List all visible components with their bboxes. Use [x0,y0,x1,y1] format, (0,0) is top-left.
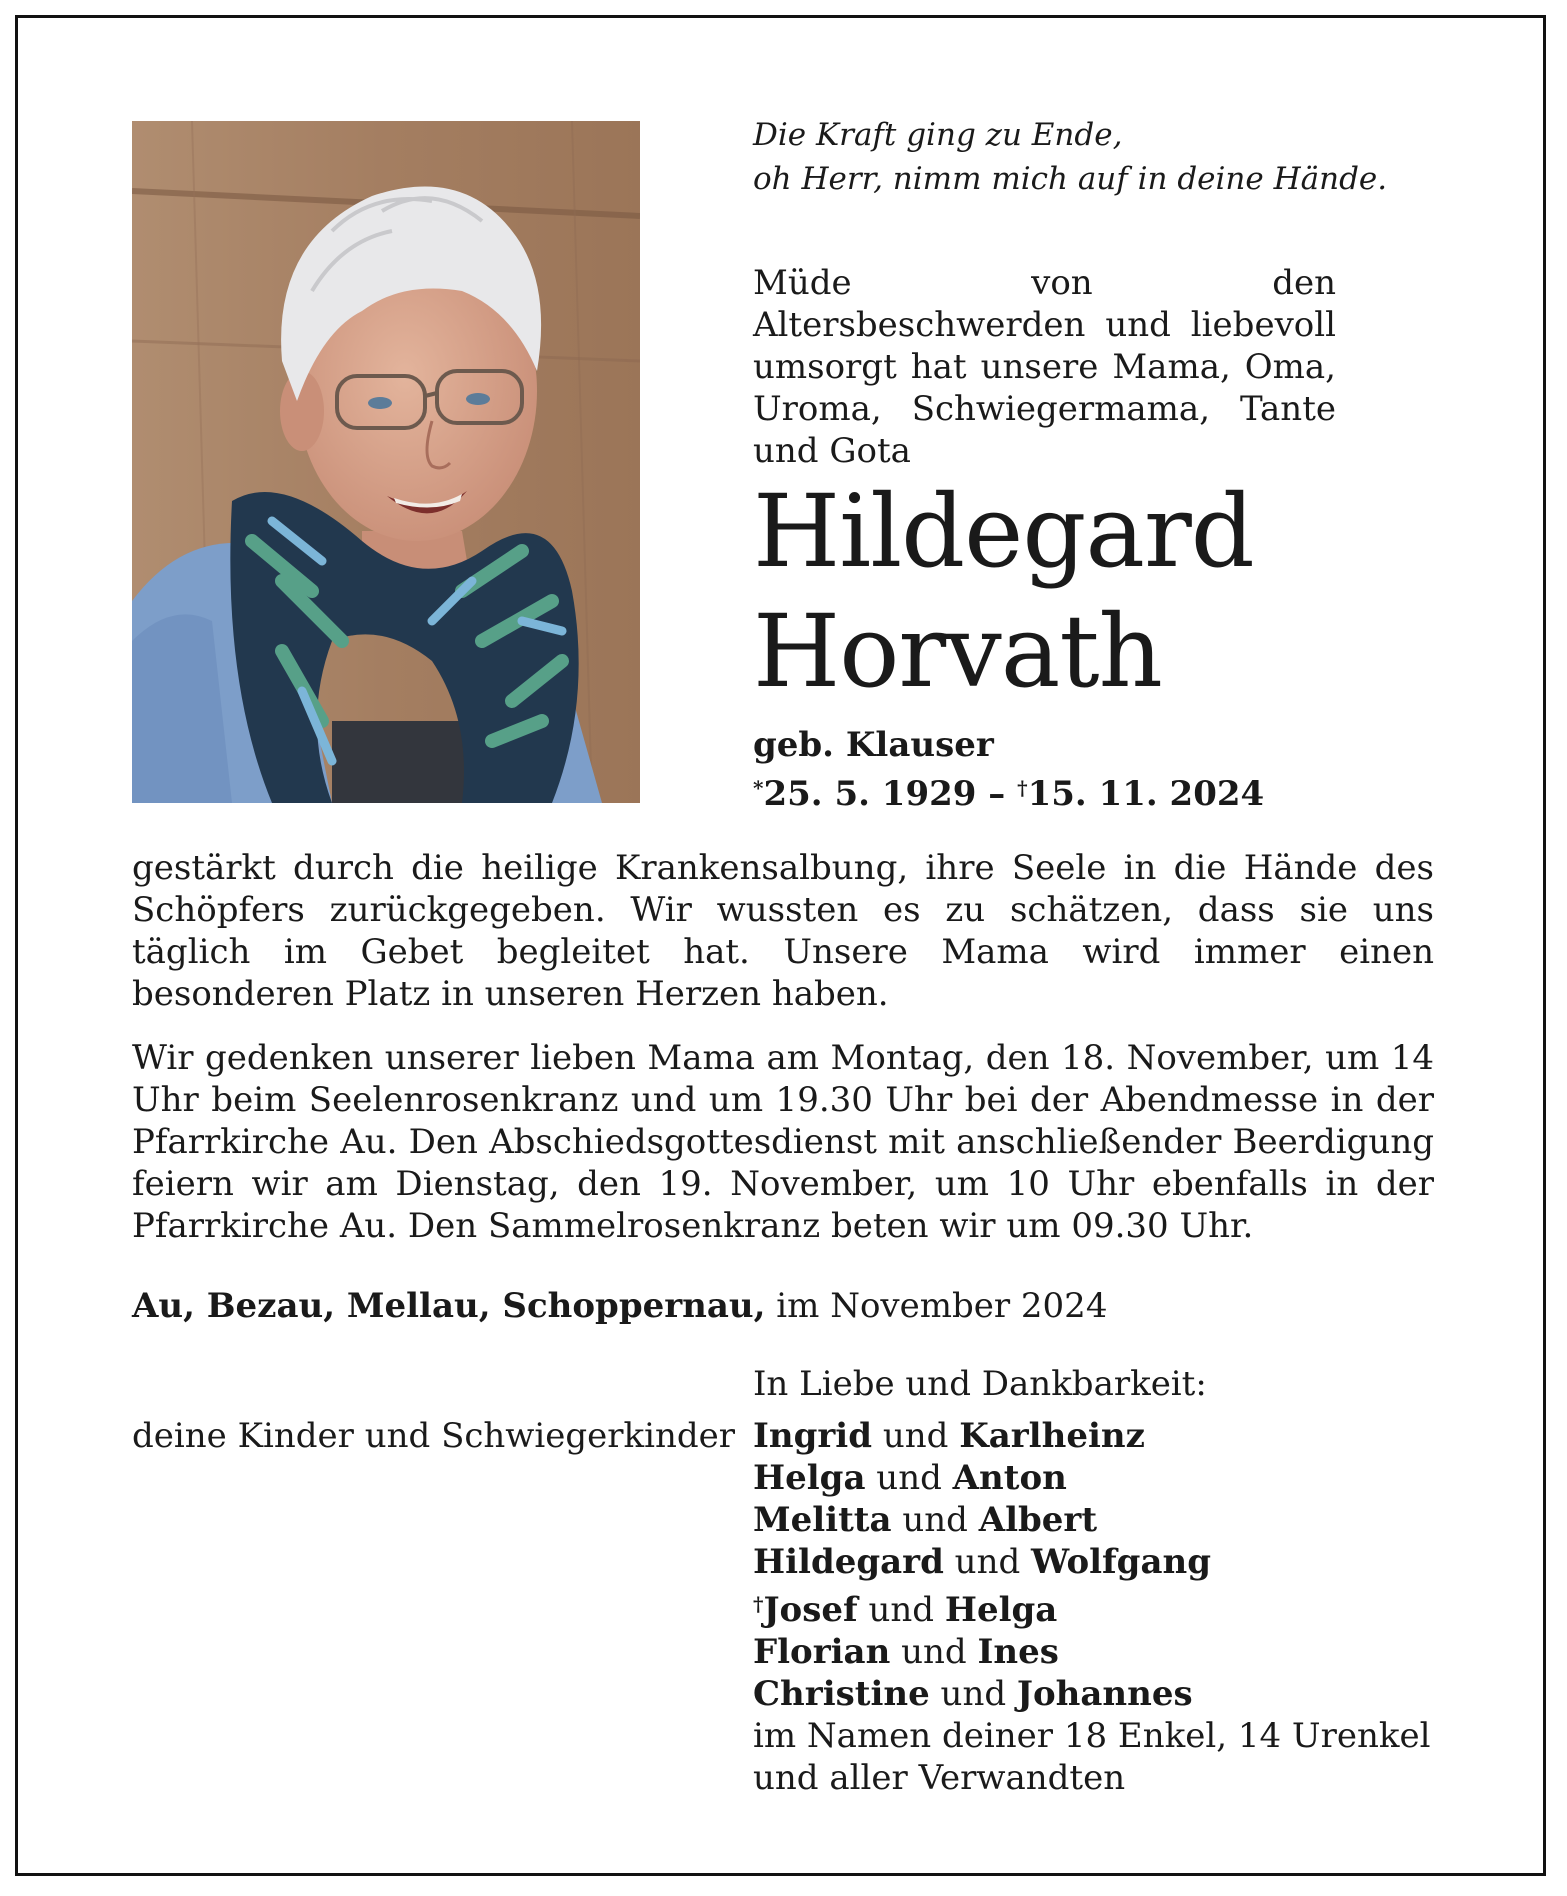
place-date [132,1285,1107,1327]
signature-left-label: deine Kinder und Schwiegerkinder [132,1416,736,1456]
couple-name-b: Albert [978,1500,1098,1540]
couple-name-b: Johannes [1016,1674,1193,1714]
couple-row [753,1499,1430,1541]
place-locations: Au, Bezau, Mellau, Schoppernau, [132,1286,766,1326]
couple-connector: und [940,1674,1007,1714]
couple-name-a: Josef [763,1590,858,1630]
couple-row [753,1583,1430,1631]
deceased-name [753,472,1453,712]
couple-name-a: Ingrid [753,1416,872,1456]
verse-line-2: oh Herr, nimm mich auf in deine Hände. [753,161,1388,197]
couple-connector: und [868,1590,935,1630]
signature-list [753,1415,1430,1799]
birth-date: 25. 5. 1929 [763,774,977,814]
intro-text: Müde von den Altersbeschwerden und liebevoll umsorgt hat unsere Mama, Oma, Uroma, Schwiegermama, Tante und Gota [753,263,1336,471]
body-paragraph-2: Wir gedenken unserer lieben Mama am Montag, den 18. November, um 14 Uhr beim Seelenrosenkranz und um 19.30 Uhr bei der Abendmesse in der Pfarrkirche Au. Den Abschiedsgottesdienst mit anschließender Beerdigung feiern wir am Dienstag, den 19. November, um 10 Uhr ebenfalls in der Pfarrkirche Au. Den Sammelrosenkranz beten wir um 09.30 Uhr. [132,1038,1434,1246]
portrait-illustration [132,121,640,803]
couple-name-a: Melitta [753,1500,892,1540]
couple-name-a: Hildegard [753,1542,944,1582]
couple-name-a: Florian [753,1632,891,1672]
couple-row [753,1673,1430,1715]
couple-name-b: Karlheinz [959,1416,1145,1456]
deceased-mark: † [753,1592,764,1616]
birth-symbol: * [753,776,764,800]
death-date: 15. 11. 2024 [1027,774,1265,814]
couple-name-b: Anton [952,1458,1067,1498]
signature-closing-2: und aller Verwandten [753,1758,1126,1798]
born-name: geb. Klauser [753,725,994,765]
first-name: Hildegard [753,473,1254,590]
verse [753,113,1453,201]
place-date-text: im November 2024 [776,1286,1108,1326]
couple-row [753,1457,1430,1499]
couple-connector: und [901,1632,967,1672]
couple-name-a: Christine [753,1674,930,1714]
couple-name-a: Helga [753,1458,866,1498]
couple-connector: und [876,1458,942,1498]
signature-heading: In Liebe und Dankbarkeit: [753,1364,1207,1404]
couple-connector: und [954,1542,1021,1582]
signature-closing-1: im Namen deiner 18 Enkel, 14 Urenkel [753,1716,1431,1756]
couple-connector: und [882,1416,949,1456]
couple-row [753,1631,1430,1673]
couple-row [753,1541,1430,1583]
death-symbol: † [1017,776,1028,800]
portrait-photo [132,121,640,803]
date-separator: – [988,774,1006,814]
couple-name-b: Ines [977,1632,1059,1672]
verse-line-1: Die Kraft ging zu Ende, [753,117,1123,153]
couple-name-b: Wolfgang [1031,1542,1211,1582]
couple-row [753,1415,1430,1457]
body-paragraph-1: gestärkt durch die heilige Krankensalbung, ihre Seele in die Hände des Schöpfers zurückgegeben. Wir wussten es zu schätzen, dass sie uns täglich im Gebet begleitet hat. Unsere Mama wird immer einen besonderen Platz in unseren Herzen haben. [132,848,1434,1014]
last-name: Horvath [753,593,1162,710]
couple-name-b: Helga [944,1590,1058,1630]
life-dates [753,767,1453,815]
couple-connector: und [902,1500,968,1540]
